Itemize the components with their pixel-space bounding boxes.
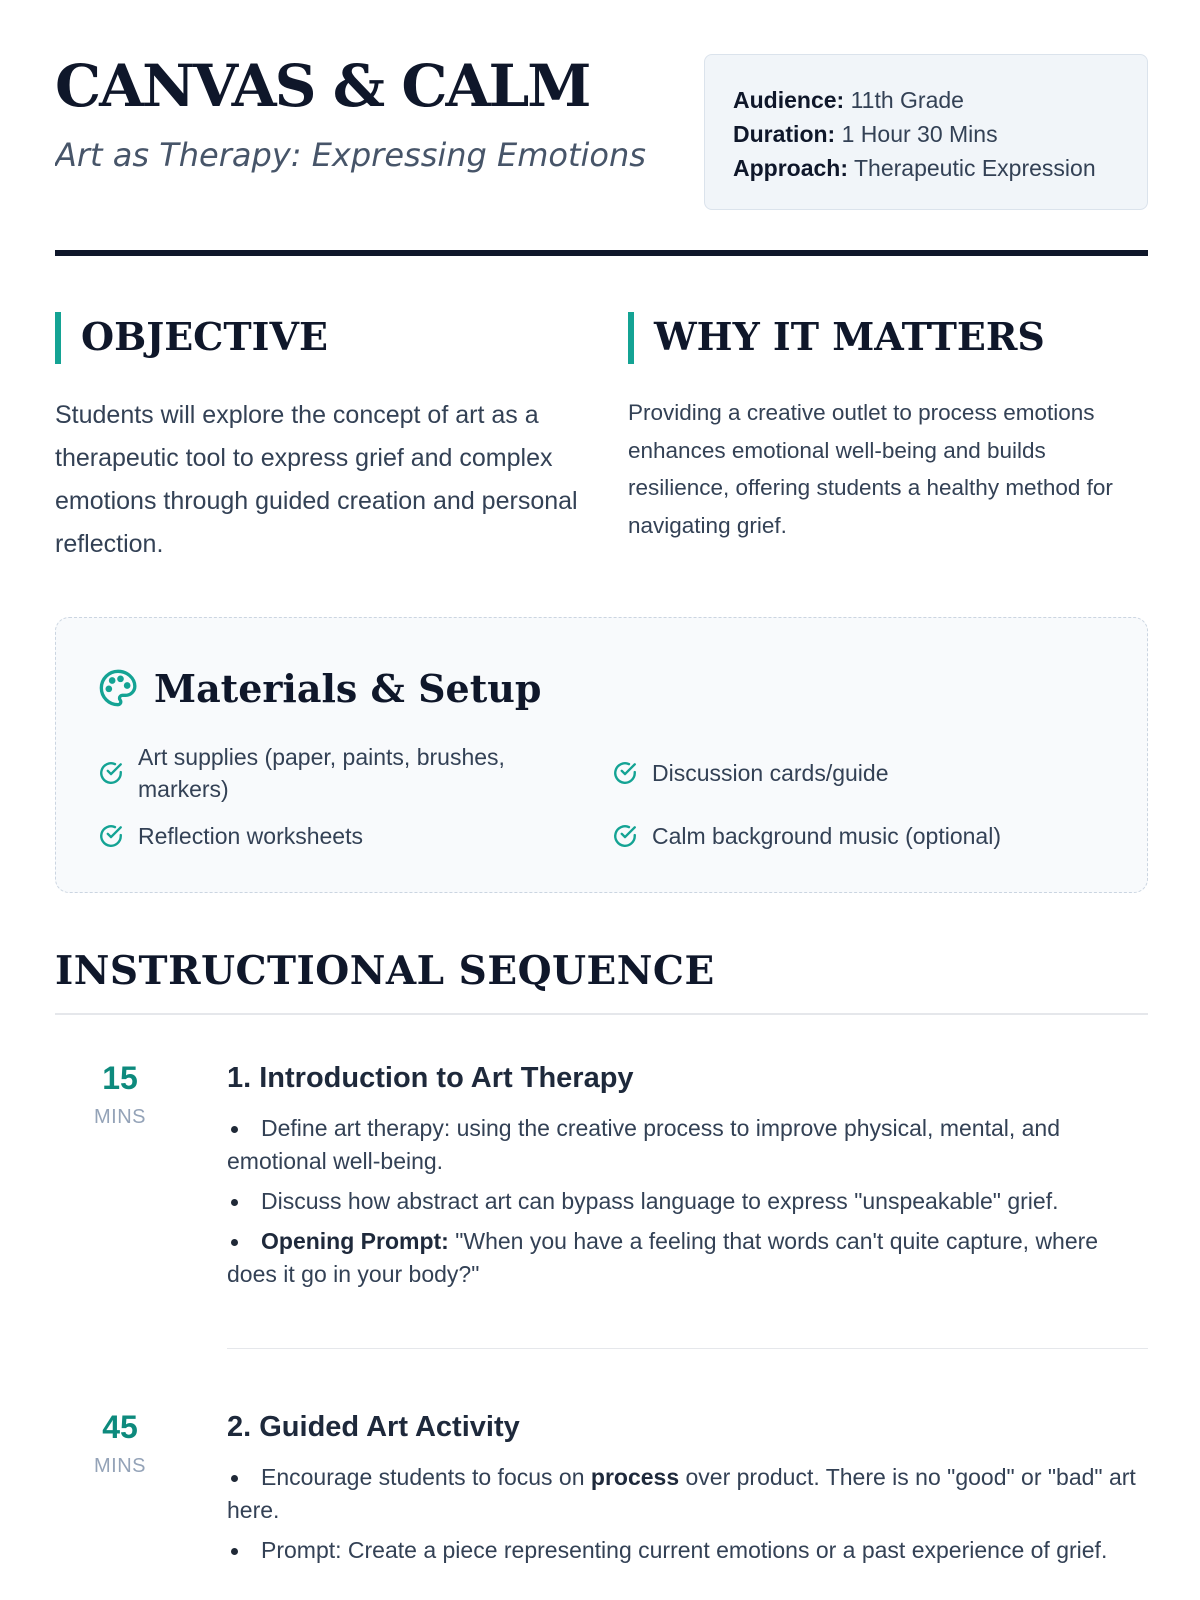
meta-value: 1 Hour 30 Mins [841,121,998,147]
meta-label: Duration: [733,121,836,147]
objective-text: Students will explore the concept of art as a therapeutic tool to express grief and complex emotions through guided creation and personal reflection. [55,401,578,558]
page-subtitle: Art as Therapy: Expressing Emotions [55,136,646,174]
objective-section [55,310,585,566]
bullet-bold: process [590,1464,680,1490]
why-text: Providing a creative outlet to process emotions enhances emotional well-being and builds resilience, offering students a healthy method for navigating grief. [628,400,1113,538]
material-label: Calm background music (optional) [652,823,1001,849]
step-bullet-list [227,1461,1148,1567]
header-divider [55,250,1148,256]
why-it-matters-section [628,310,1148,544]
step-content [227,1407,1148,1574]
step-minutes: 45 [102,1409,138,1445]
check-circle-icon [98,823,124,849]
materials-title [98,660,541,716]
step-title: 2. Guided Art Activity [227,1411,520,1443]
lesson-plan-page [55,0,1148,1600]
meta-label: Approach: [733,155,848,181]
step-title: 1. Introduction to Art Therapy [227,1062,634,1094]
step-bullet [227,1185,1148,1218]
bullet-text: over product. There is no "good" or "bad" art here. [227,1464,1136,1523]
bullet-bold: Opening Prompt: [261,1228,449,1254]
meta-approach [733,151,1147,185]
step-minutes: 15 [102,1060,138,1096]
material-item [98,820,578,852]
palette-icon [98,668,138,708]
step-unit: MINS [94,1106,146,1128]
material-label: Art supplies (paper, paints, brushes, markers) [138,744,505,802]
check-circle-icon [612,823,638,849]
sequence-divider [55,1013,1148,1015]
material-item [612,820,1112,852]
lesson-meta-box [704,54,1148,210]
materials-heading: Materials & Setup [154,665,542,711]
bullet-text: "When you have a feeling that words can't quite capture, where does it go in your body?" [227,1228,1099,1287]
why-heading: WHY IT MATTERS [628,310,1148,364]
bullet-text: Encourage students to focus on [261,1464,591,1490]
meta-duration [733,117,1147,151]
check-circle-icon [612,760,638,786]
step-bullet [227,1461,1148,1527]
page-title: CANVAS & CALM [55,52,590,120]
meta-value: 11th Grade [850,87,964,113]
material-item [612,757,1112,789]
sequence-heading: INSTRUCTIONAL SEQUENCE [55,948,715,994]
material-item [98,741,538,805]
step-duration [55,1407,185,1478]
bullet-text: Prompt: Create a piece representing current emotions or a past experience of grief. [261,1537,1108,1563]
step-bullet [227,1225,1148,1291]
material-label: Discussion cards/guide [652,760,889,786]
step-content [227,1058,1148,1298]
step-bullet [227,1534,1148,1567]
step-unit: MINS [94,1455,146,1477]
meta-value: Therapeutic Expression [853,155,1096,181]
objective-heading: OBJECTIVE [55,310,585,364]
step-divider [227,1348,1148,1349]
materials-box [55,617,1148,893]
step-duration [55,1058,185,1129]
material-label: Reflection worksheets [138,823,363,849]
meta-label: Audience: [733,87,845,113]
bullet-text: Discuss how abstract art can bypass language to express "unspeakable" grief. [261,1188,1059,1214]
meta-audience [733,83,1147,117]
step-bullet-list [227,1112,1148,1291]
header [55,0,1148,260]
step-bullet [227,1112,1148,1178]
bullet-text: Define art therapy: using the creative process to improve physical, mental, and emotional well-being. [227,1115,1061,1174]
check-circle-icon [98,760,124,786]
